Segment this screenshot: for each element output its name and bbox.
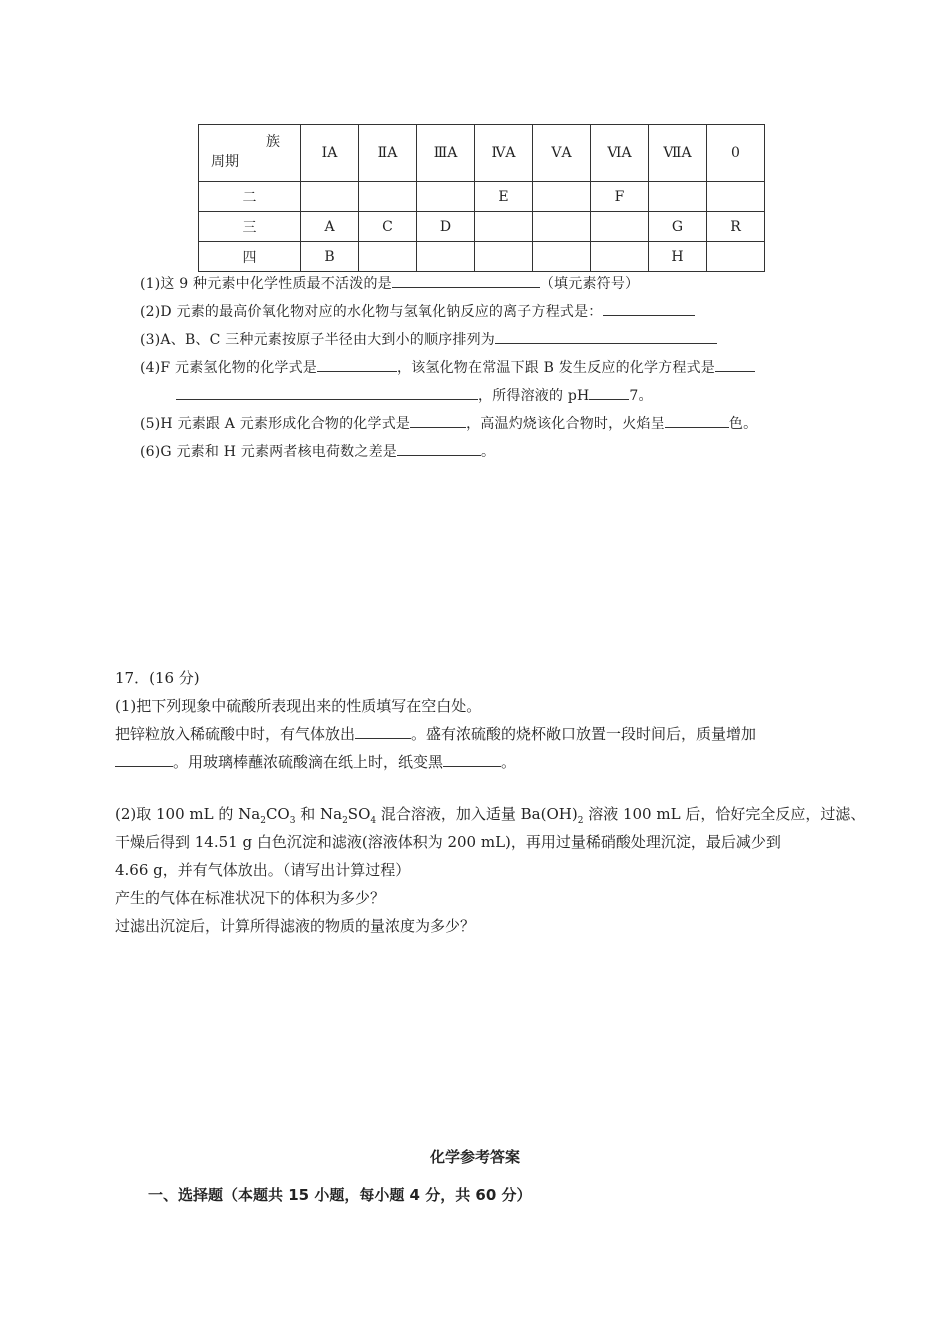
q16-item-3-text: (3)A、B、C 三种元素按原子半径由大到小的顺序排列为: [140, 332, 495, 348]
element-cell: [301, 182, 359, 212]
q16-item-2: [140, 301, 695, 321]
period-label: 四: [199, 242, 301, 272]
group-header: 0: [707, 125, 765, 182]
q17-heading: 17．(16 分): [115, 669, 200, 687]
element-cell: [707, 242, 765, 272]
group-header: ⅦA: [649, 125, 707, 182]
q16-item-6: [140, 441, 495, 461]
element-cell: [533, 212, 591, 242]
answers-title: 化学参考答案: [429, 1148, 520, 1166]
group-header: ⅣA: [475, 125, 533, 182]
q17-part2-line3: 4.66 g，并有气体放出。（请写出计算过程）: [115, 861, 411, 879]
q17-text: 和 Na: [295, 805, 343, 823]
group-header: ⅤA: [533, 125, 591, 182]
q17-part1-line1: [115, 723, 756, 744]
period-label: 二: [199, 182, 301, 212]
element-cell: A: [301, 212, 359, 242]
q16-item-6-text-b: 。: [480, 444, 496, 460]
q16-item-4: [140, 357, 755, 377]
element-cell: [359, 242, 417, 272]
answer-blank[interactable]: [443, 752, 501, 767]
element-cell: B: [301, 242, 359, 272]
q17-text: 把锌粒放入稀硫酸中时，有气体放出: [115, 725, 356, 743]
q16-item-1-text: (1)这 9 种元素中化学性质最不活泼的是: [140, 276, 392, 292]
answer-blank[interactable]: [317, 357, 397, 372]
corner-period-label: 周期: [211, 154, 239, 170]
element-cell: [475, 242, 533, 272]
answers-section-heading: 一、选择题（本题共 15 小题，每小题 4 分，共 60 分）: [148, 1186, 532, 1204]
q17-text: 溶液 100 mL 后，恰好完全反应，过滤、: [583, 805, 866, 823]
q16-item-1-note: （填元素符号）: [539, 276, 640, 292]
q16-item-5-text-c: 色。: [728, 416, 758, 432]
element-cell: [417, 182, 475, 212]
q17-text: 。用玻璃棒蘸浓硫酸滴在纸上时，纸变黑: [173, 753, 444, 771]
element-cell: [591, 242, 649, 272]
element-cell: [707, 182, 765, 212]
q16-item-5-text: (5)H 元素跟 A 元素形成化合物的化学式是: [140, 416, 411, 432]
answer-blank[interactable]: [392, 273, 540, 288]
element-cell: [475, 212, 533, 242]
answer-blank[interactable]: [176, 385, 478, 400]
q17-text: (2)取 100 mL 的 Na: [115, 805, 261, 823]
q16-item-4-text-d: 7。: [629, 388, 653, 404]
group-header: ⅠA: [301, 125, 359, 182]
table-header-row: [199, 125, 765, 182]
q17-text: SO: [347, 805, 371, 823]
answer-blank[interactable]: [397, 441, 481, 456]
q17-part1-prompt: (1)把下列现象中硫酸所表现出来的性质填写在空白处。: [115, 697, 482, 715]
element-cell: F: [591, 182, 649, 212]
q16-item-1: [140, 273, 639, 293]
element-cell: [533, 242, 591, 272]
answer-blank[interactable]: [715, 357, 755, 372]
answer-blank[interactable]: [589, 385, 629, 400]
q17-part2-line1: [115, 803, 865, 826]
element-cell: H: [649, 242, 707, 272]
group-header: ⅢA: [417, 125, 475, 182]
answer-blank[interactable]: [410, 413, 466, 428]
q17-part2-line2: 干燥后得到 14.51 g 白色沉淀和滤液(溶液体积为 200 mL)，再用过量稀硝酸处理沉淀，最后减少到: [115, 833, 781, 851]
q16-item-2-text: (2)D 元素的最高价氧化物对应的水化物与氢氧化钠反应的离子方程式是：: [140, 304, 603, 320]
answer-blank[interactable]: [115, 752, 173, 767]
answer-blank[interactable]: [603, 301, 695, 316]
table-corner-cell: [199, 125, 301, 182]
answer-blank[interactable]: [665, 413, 729, 428]
subscript: 2: [342, 816, 348, 826]
element-cell: [649, 182, 707, 212]
period-label: 三: [199, 212, 301, 242]
subscript: 2: [577, 816, 584, 826]
subscript: 3: [289, 816, 296, 826]
element-cell: C: [359, 212, 417, 242]
q16-item-4-text-b: ，该氢化物在常温下跟 B 发生反应的化学方程式是: [397, 360, 715, 376]
group-header: ⅥA: [591, 125, 649, 182]
q16-item-3: [140, 329, 717, 349]
element-cell: D: [417, 212, 475, 242]
q17-text: 。盛有浓硫酸的烧杯敞口放置一段时间后，质量增加: [411, 725, 757, 743]
q16-item-5: [140, 413, 757, 433]
subscript: 4: [370, 816, 377, 826]
q17-text: CO: [265, 805, 290, 823]
element-cell: R: [707, 212, 765, 242]
q16-item-4-text: (4)F 元素氢化物的化学式是: [140, 360, 317, 376]
q16-item-4-cont: [176, 385, 653, 405]
corner-group-label: 族: [266, 134, 280, 150]
answer-blank[interactable]: [355, 724, 411, 739]
group-header: ⅡA: [359, 125, 417, 182]
q17-text: 。: [501, 753, 517, 771]
subscript: 2: [260, 816, 266, 826]
element-cell: G: [649, 212, 707, 242]
table-row: [199, 182, 765, 212]
q17-part2-question-a: 产生的气体在标准状况下的体积为多少？: [115, 889, 386, 907]
q17-part1-line2: [115, 751, 516, 772]
q16-item-5-text-b: ，高温灼烧该化合物时，火焰呈: [466, 416, 665, 432]
table-row: [199, 212, 765, 242]
q16-item-6-text: (6)G 元素和 H 元素两者核电荷数之差是: [140, 444, 397, 460]
q17-part2-question-b: 过滤出沉淀后，计算所得滤液的物质的量浓度为多少？: [115, 917, 476, 935]
q17-text: 混合溶液，加入适量 Ba(OH): [376, 805, 578, 823]
element-cell: [591, 212, 649, 242]
element-cell: [417, 242, 475, 272]
element-cell: [533, 182, 591, 212]
element-cell: E: [475, 182, 533, 212]
periodic-table: [198, 124, 765, 272]
element-cell: [359, 182, 417, 212]
answer-blank[interactable]: [495, 329, 717, 344]
q16-item-4-text-c: ，所得溶液的 pH: [478, 388, 590, 404]
table-row: [199, 242, 765, 272]
